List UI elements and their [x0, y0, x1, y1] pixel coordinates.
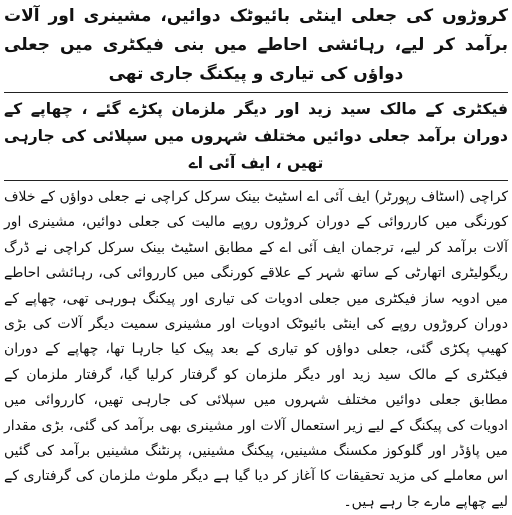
divider-bottom	[4, 180, 508, 181]
subheadline: فیکٹری کے مالک سید زید اور دیگر ملزمان پکڑے گئے ، چھاپے کے دوران برآمد جعلی دوائیں مختلف شہروں میں سپلائی کی جارہی تھیں ، ایف آئی اے	[4, 100, 508, 172]
headline: کروڑوں کی جعلی اینٹی بائیوٹک دوائیں، مشینری اور آلات برآمد کر لیے، رہائشی احاطے میں بنی فیکٹری میں جعلی دواؤں کی تیاری و پیکنگ جاری تھی	[4, 6, 508, 84]
divider-top	[4, 92, 508, 93]
article-body: کراچی (اسٹاف رپورٹر) ایف آئی اے اسٹیٹ بینک سرکل کراچی نے جعلی دواؤں کے خلاف کورنگی میں کارروائی کے دوران کروڑوں روپے مالیت کی جعلی دوائیں، مشینری اور آلات برآمد کر لیے، ترجمان ایف آئی اے کے مطابق اسٹیٹ بینک سرکل کراچی نے ڈرگ ریگولیٹری اتھارٹی کے ساتھ شہر کے علاقے کورنگی میں کارروائی کی، رہائشی احاطے میں ادویہ ساز فیکٹری میں جعلی ادویات کی تیاری اور پیکنگ ہورہی تھی، چھاپے کے دوران کروڑوں روپے کی اینٹی بائیوٹک ادویات اور مشینری سمیت دیگر آلات کی بڑی کھیپ پکڑی گئی، جعلی دواؤں کو تیاری کے بعد پیک کیا جارہا تھا، چھاپے کے دوران فیکٹری کے مالک سید زید اور دیگر ملزمان کو گرفتار کرلیا گیا، گرفتار ملزمان کے مطابق جعلی دوائیں مختلف شہروں میں سپلائی کی جارہی تھیں، کارروائی میں ادویات کی پیکنگ کے لیے زیر استعمال آلات اور مشینری بھی برآمد کی گئی، بڑی مقدار میں پاؤڈر اور گلوکوز مکسنگ مشینیں، پیکنگ مشینیں، پرنٹنگ مشینیں برآمد کی گئیں اس معاملے کی مزید تحقیقات کا آغاز کر دیا گیا ہے دیگر ملوث ملزمان کی گرفتاری کے لیے چھاپے مارے جا رہے ہیں۔	[4, 189, 508, 510]
